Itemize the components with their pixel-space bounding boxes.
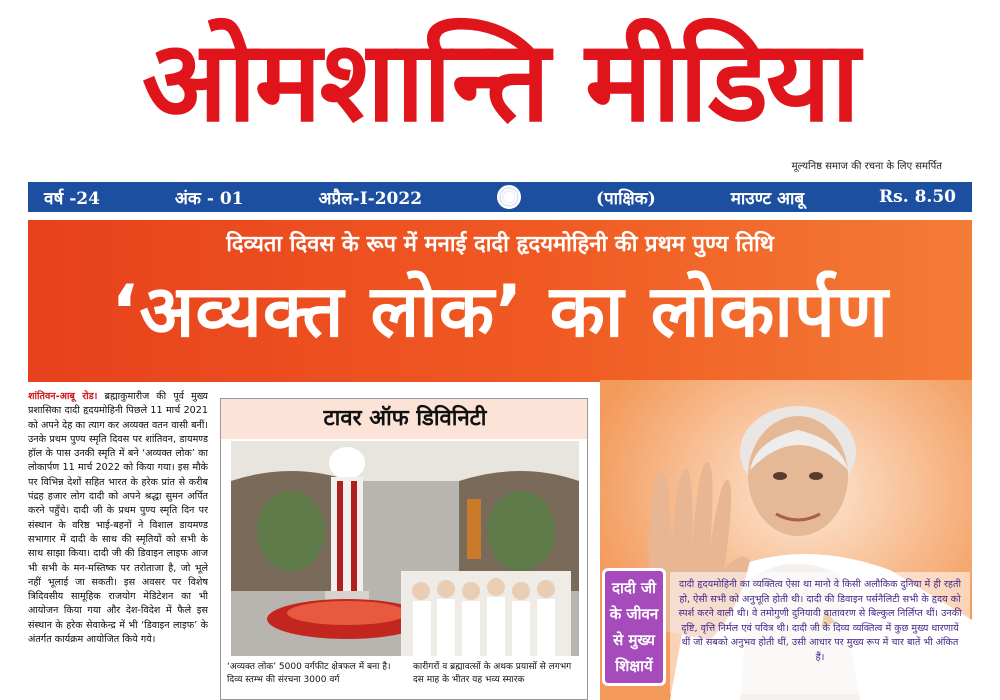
banner-headline: ‘अव्यक्त लोक’ का लोकार्पण [111, 269, 889, 353]
issue-number: अंक - 01 [174, 188, 244, 209]
tower-caption-left: ‘अव्यक्त लोक’ 5000 वर्गफीट क्षेत्रफल में बना है। दिव्य स्तम्भ की संरचना 3000 वर्ग [227, 662, 391, 685]
lead-article-text [28, 390, 208, 700]
issue-frequency: (पाक्षिक) [595, 188, 656, 209]
tower-caption-right: कारीगरों व ब्रह्मावत्सों के अथक प्रयासों से लगभग दस माह के भीतर यह भव्य स्मारक [413, 662, 572, 685]
tower-section-title: टावर ऑफ डिविनिटी [221, 399, 588, 439]
article-dateline: शांतिवन-आबू रोड। [28, 391, 98, 402]
tower-of-divinity-section [220, 398, 588, 700]
teachings-label-line: से मुख्य [613, 631, 655, 649]
article-body: ब्रह्माकुमारीज की पूर्व मुख्य प्रशासिका दादी हृदयमोहिनी पिछले 11 मार्च 2021 को अपने देह का त्याग कर अव्यक्त वतन वासी बनीं। उनके प्रथम पुण्य स्मृति दिवस पर शांतिवन, डायमण्ड हॉल के पास उनकी स्मृति में बने ‘अव्यक्त लोक’ का लोकार्पण 11 मार्च 2022 को किया गया। इस मौके पर विभिन्न देशों सहित भारत के हरेक प्रांत से करीब पंद्रह हजार लोग दादी को अपने श्रद्धा सुमन अर्पित करने पहुँचे। दादी जी के प्रथम पुण्य स्मृति दिन पर संस्थान के वरिष्ठ भाई-बहनों ने विशाल डायमण्ड सभागार में दादी के साथ की स्मृतियों को सभी के साथ साझा किया। दादी जी की डिवाइन लाइफ आज भी सभी के मन-मस्तिष्क पर तरोताजा है, जो भूले नहीं भूलाई जा सकती। इस अवसर पर विशेष त्रिदिवसीय सामूहिक राजयोग मेडिटेशन का भी आयोजन किया गया और देश-विदेश में फैले इस संस्थान के हरेक सेवाकेन्द्र में भी ‘डिवाइन लाइफ’ के अंतर्गत कार्यक्रम आयोजित किये गये। [28, 391, 208, 646]
tower-photo [231, 441, 579, 656]
masthead [0, 0, 1000, 178]
banner-subheadline: दिव्यता दिवस के रूप में मनाई दादी हृदयमोहिनी की प्रथम पुण्य तिथि [226, 232, 774, 257]
headline-banner [28, 220, 972, 382]
issue-place: माउण्ट आबू [730, 188, 805, 209]
sun-emblem-icon [497, 185, 521, 209]
newspaper-title: ओमशान्ति मीडिया [142, 17, 858, 147]
teachings-label-box [602, 568, 666, 686]
issue-info-bar [28, 182, 972, 212]
issue-price: Rs. 8.50 [879, 187, 956, 207]
issue-year: वर्ष -24 [44, 188, 100, 209]
teachings-label-line: दादी जी [612, 579, 656, 597]
teachings-label-line: के जीवन [609, 605, 659, 623]
masthead-tagline: मूल्यनिष्ठ समाज की रचना के लिए समर्पित [791, 161, 942, 172]
issue-date: अप्रैल-I-2022 [318, 188, 423, 209]
teachings-label-line: शिक्षायें [615, 657, 653, 675]
teachings-quote: दादी हृदयमोहिनी का व्यक्तित्व ऐसा था मानो वे किसी अलौकिक दुनिया में ही रहती हो, ऐसी सभी को अनुभूति होती थी। दादी की डिवाइन पर्सनैलिटी सभी के हृदय को स्पर्श करने वाली थी। वे तमोगुणी दुनियावी वातावरण से बिल्कुल निर्लिप्त थीं। उनकी दृष्टि, वृत्ति निर्मल एवं पवित्र थी। दादी जी के दिव्य व्यक्तित्व में कुछ मुख्य धारणायें थीं जो सबको अनुभव होती थीं, उसी आधार पर मुख्य रूप में चार बातें भी अंकित हैं। [670, 572, 970, 694]
